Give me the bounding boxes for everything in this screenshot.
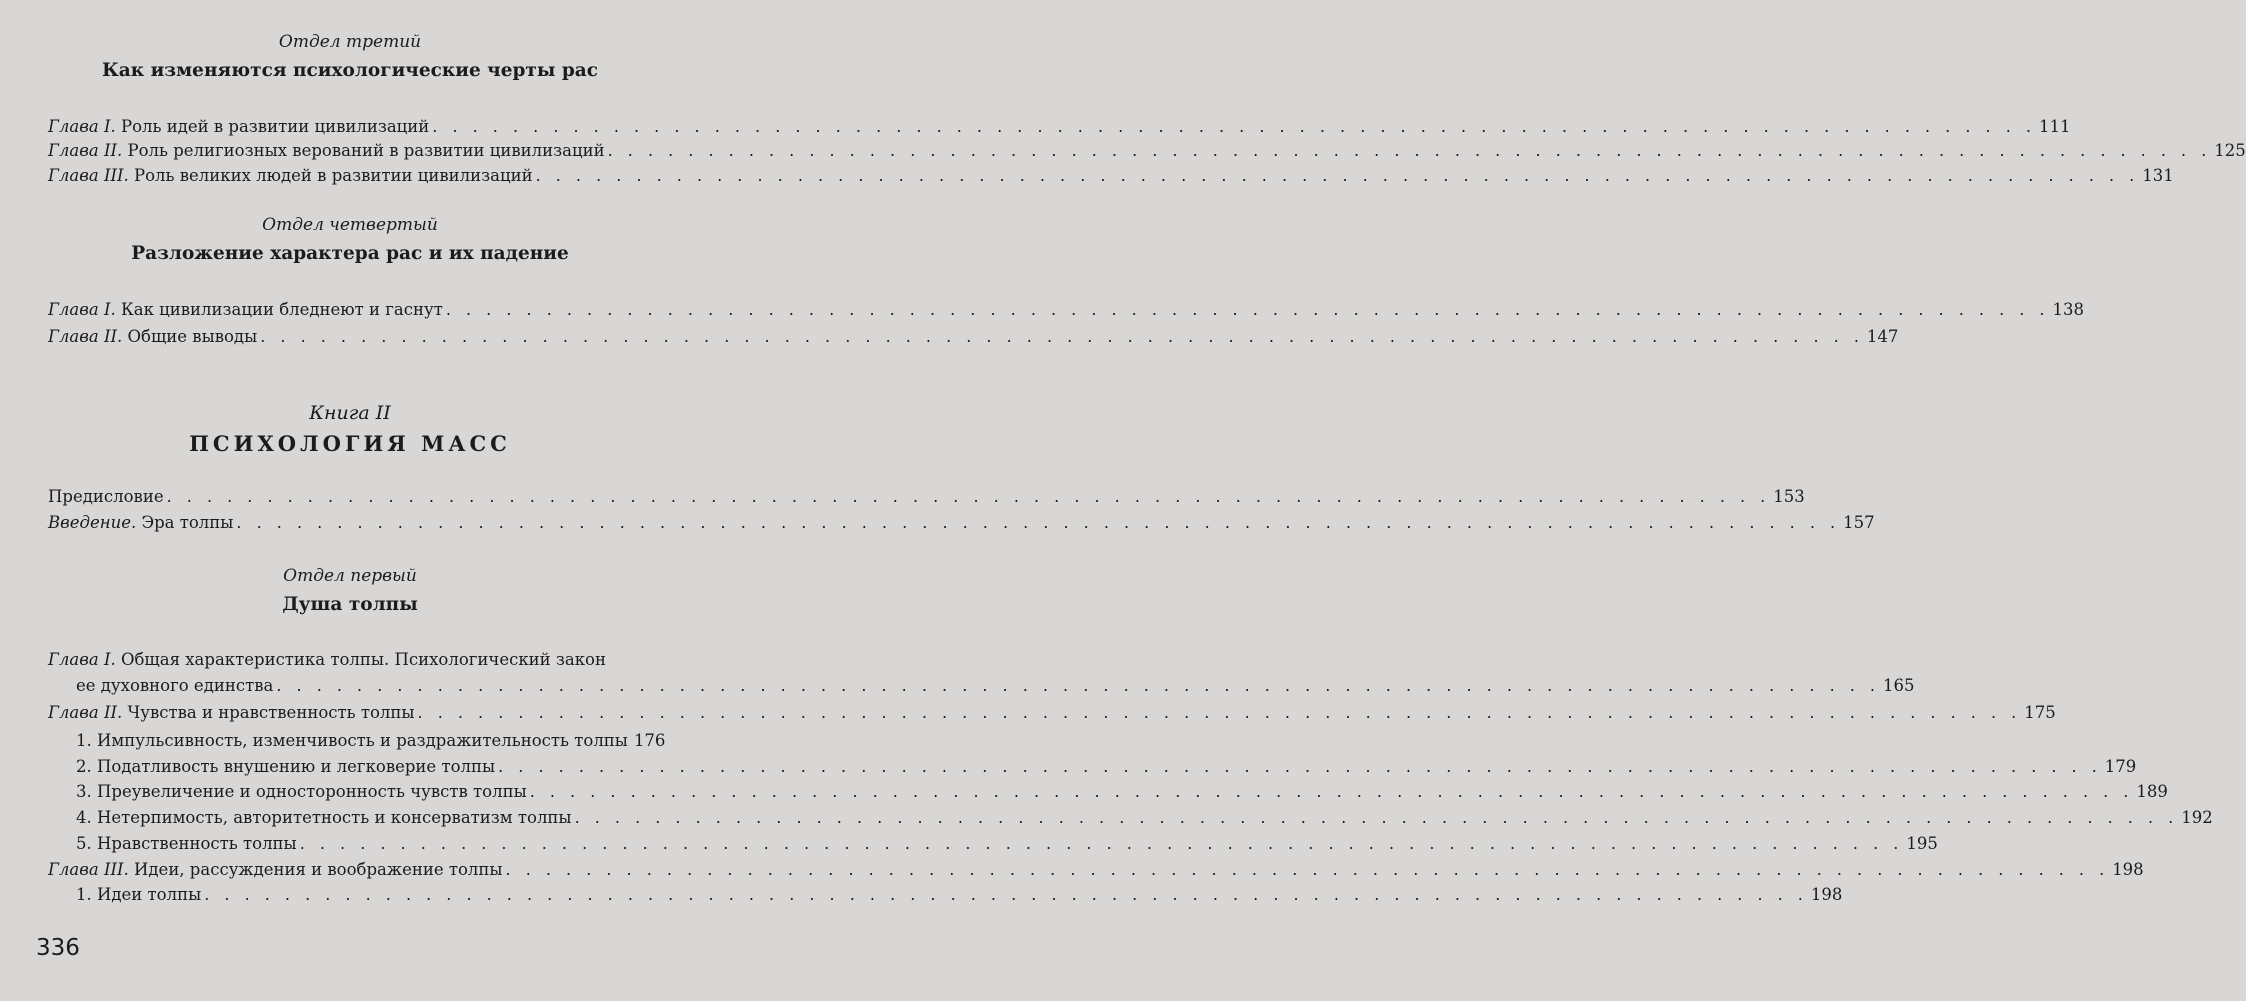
chapter-title: Предисловие bbox=[48, 487, 164, 506]
leader-dots bbox=[506, 860, 2110, 880]
leader-dots bbox=[276, 676, 1880, 696]
toc-subentry bbox=[76, 731, 666, 751]
leader-dots bbox=[536, 166, 2140, 186]
chapter-label: Глава III. bbox=[48, 860, 129, 879]
page-number: 195 bbox=[1906, 834, 1938, 853]
chapter-title: Общие выводы bbox=[122, 327, 258, 346]
section1-label: Отдел первый bbox=[283, 566, 417, 586]
chapter-title: Как цивилизации бледнеют и гаснут bbox=[115, 300, 443, 319]
chapter-label: Глава I. bbox=[48, 650, 116, 669]
page-number: 179 bbox=[2104, 757, 2137, 776]
toc-entry bbox=[48, 487, 1805, 507]
chapter-label: Глава III. bbox=[48, 166, 129, 185]
subsection-title: 2. Податливость внушению и легковерие толпы bbox=[76, 757, 496, 776]
toc-entry bbox=[48, 300, 2084, 320]
chapter-label: Глава I. bbox=[48, 300, 116, 319]
leader-dots bbox=[530, 782, 2134, 802]
section4-title: Разложение характера рас и их падение bbox=[131, 243, 569, 264]
toc-entry bbox=[48, 703, 2056, 723]
leader-dots bbox=[432, 117, 2036, 137]
leader-dots bbox=[446, 300, 2050, 320]
page-number: 198 bbox=[2112, 860, 2144, 879]
toc-entry bbox=[76, 676, 1915, 696]
chapter-title: Роль идей в развитии цивилизаций bbox=[115, 117, 430, 136]
page-folio-number: 336 bbox=[36, 935, 80, 961]
chapter-title-continued: ее духовного единства bbox=[76, 676, 274, 695]
chapter-title: Эра толпы bbox=[136, 513, 234, 532]
toc-subentry bbox=[76, 808, 2213, 828]
page-number: 198 bbox=[1810, 885, 1843, 904]
chapter-label: Глава II. bbox=[48, 327, 123, 346]
chapter-label: Введение. bbox=[48, 513, 137, 532]
page-number: 125 bbox=[2214, 141, 2246, 160]
page-number: 189 bbox=[2136, 782, 2168, 801]
leader-dots bbox=[575, 808, 2179, 828]
subsection-title: 1. Импульсивность, изменчивость и раздражительность толпы bbox=[76, 731, 628, 750]
page-number: 138 bbox=[2052, 300, 2084, 319]
leader-dots bbox=[260, 327, 1864, 347]
leader-dots bbox=[300, 834, 1904, 854]
toc-entry bbox=[48, 166, 2174, 186]
book2-label: Книга II bbox=[309, 402, 391, 424]
page-number: 175 bbox=[2024, 703, 2056, 722]
toc-subentry bbox=[76, 757, 2137, 777]
leader-dots bbox=[204, 885, 1808, 905]
chapter-title: Общая характеристика толпы. Психологический закон bbox=[115, 650, 606, 669]
toc-entry bbox=[48, 327, 1899, 347]
toc-subentry bbox=[76, 885, 1843, 905]
leader-dots bbox=[418, 703, 2022, 723]
chapter-title: Чувства и нравственность толпы bbox=[122, 703, 415, 722]
chapter-label: Глава II. bbox=[48, 703, 123, 722]
page-number: 165 bbox=[1883, 676, 1915, 695]
chapter-label: Глава I. bbox=[48, 117, 116, 136]
page-number: 131 bbox=[2142, 166, 2174, 185]
section3-title: Как изменяются психологические черты рас bbox=[101, 60, 599, 81]
book2-title: ПСИХОЛОГИЯ МАСС bbox=[189, 431, 511, 456]
subsection-title: 1. Идеи толпы bbox=[76, 885, 202, 904]
toc-subentry bbox=[76, 834, 1938, 854]
section1-title: Душа толпы bbox=[282, 594, 418, 615]
leader-dots bbox=[236, 513, 1840, 533]
page-number: 153 bbox=[1773, 487, 1805, 506]
toc-entry bbox=[48, 513, 1875, 533]
page-number: 192 bbox=[2181, 808, 2213, 827]
leader-dots bbox=[608, 141, 2212, 161]
toc-subentry bbox=[76, 782, 2168, 802]
leader-dots bbox=[167, 487, 1771, 507]
chapter-title: Роль великих людей в развитии цивилизаций bbox=[128, 166, 533, 185]
toc-entry-first-line bbox=[48, 650, 606, 670]
subsection-title: 4. Нетерпимость, авторитетность и консерватизм толпы bbox=[76, 808, 572, 827]
chapter-title: Роль религиозных верований в развитии цивилизаций bbox=[122, 141, 605, 160]
toc-entry bbox=[48, 860, 2144, 880]
page-number: 176 bbox=[633, 731, 666, 750]
page-number: 157 bbox=[1843, 513, 1875, 532]
toc-entry bbox=[48, 141, 2246, 161]
chapter-label: Глава II. bbox=[48, 141, 123, 160]
leader-dots bbox=[498, 757, 2102, 777]
subsection-title: 3. Преувеличение и односторонность чувств толпы bbox=[76, 782, 527, 801]
section3-label: Отдел третий bbox=[278, 32, 422, 52]
toc-entry bbox=[48, 117, 2071, 137]
subsection-title: 5. Нравственность толпы bbox=[76, 834, 297, 853]
chapter-title: Идеи, рассуждения и воображение толпы bbox=[128, 860, 503, 879]
page-number: 111 bbox=[2038, 117, 2071, 136]
page-number: 147 bbox=[1866, 327, 1899, 346]
section4-label: Отдел четвертый bbox=[262, 215, 438, 235]
